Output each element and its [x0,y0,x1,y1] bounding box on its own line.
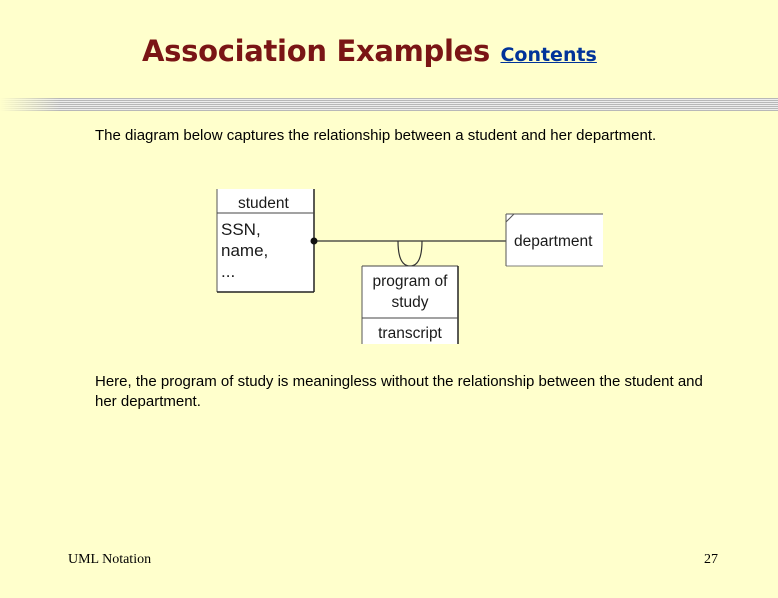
program-class-attr-transcript: transcript [378,325,442,342]
footer-course-title: UML Notation [68,552,152,567]
association-end-dot [311,238,318,245]
page-title: Association Examples [142,34,490,68]
department-class-name: department [514,233,593,250]
student-attr-ellipsis: ... [221,262,236,281]
program-of-study-class [362,266,458,344]
department-class [506,214,603,266]
student-attr-ssn: SSN, [221,220,261,239]
explanation-paragraph: Here, the program of study is meaningless without the relationship between the student and her department. [95,373,703,410]
association-class-link [398,241,422,266]
program-class-name-line2: study [391,294,429,311]
student-attr-name: name, [221,241,269,260]
footer-page-number: 27 [704,552,718,567]
student-class-name: student [238,195,289,212]
contents-link[interactable]: Contents [500,44,597,66]
program-class-name-line1: program of [372,273,448,290]
student-class [217,189,314,292]
intro-paragraph: The diagram below captures the relationship between a student and her department. [95,127,657,144]
